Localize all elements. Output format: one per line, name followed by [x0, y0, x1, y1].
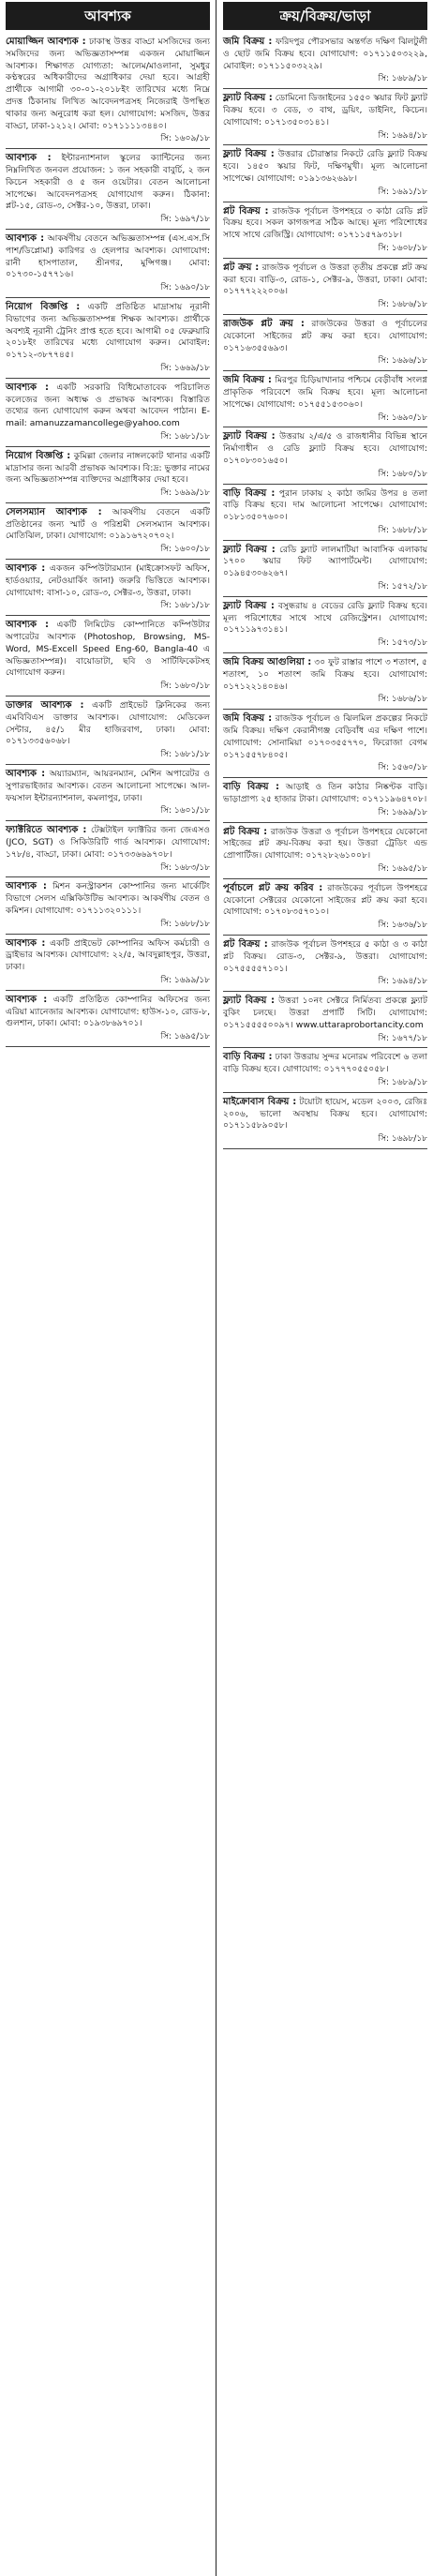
classified-ad	[2, 937, 214, 987]
classified-ad	[2, 699, 214, 761]
ad-separator	[6, 378, 210, 379]
ad-heading: নিয়োগ বিজ্ঞপ্তি :	[6, 450, 71, 461]
ad-body: কুমিল্লা জেলার নাঙ্গলকোট থানার একটি মাদ্রাসার জন্য আরবী প্রভাষক আবশ্যক। বি:দ্র: ভুক্তার নামের জন্য অভিজ্ঞতাসম্পন্ন ব্যক্তিদের অগ্রাধিকার দেয়া হবে।	[6, 450, 211, 486]
ad-body: একটি প্রাইভেট কোম্পানির অফিস কর্মচারী ও ড্রাইভার আবশ্যক। যোগাযোগ: ২২/৫, আবদুল্লাহপুর, উত্তরা, ঢাকা।	[6, 937, 210, 973]
ad-code: সি: ১৫৭৩/১৮	[378, 638, 427, 649]
ad-body: মিশন কনস্ট্রাকশন কোম্পানির জন্য মার্কেটিং বিভাগে সেলস এক্সিকিউটিভ আবশ্যক। আকর্ষণীয় বেতন ও কমিশন। যোগাযোগ: ০১৭১১৩২০১১১।	[6, 881, 211, 916]
ad-heading: আবশ্যক :	[6, 994, 48, 1005]
classified-ad	[2, 382, 214, 443]
ad-body: একটি প্রতিষ্ঠিত কোম্পানির অফিসের জন্য এরিয়া ম্যানেজার আবশ্যক। যোগাযোগ: হাউস-১০, রোড-৮, গুলশান, ঢাকা। মোবা: ০১৯৩৮৬৯৭০১।	[6, 994, 211, 1029]
classified-ad	[219, 36, 431, 85]
ad-separator	[6, 1046, 210, 1047]
ad-code: সি: ১৬৮৬/১৮	[378, 695, 427, 705]
ad-body: একটি সরকারি বিধিমোতাবেক পরিচালিত কলেজের জন্য অধ্যক্ষ ও প্রভাষক আবশ্যক। বিস্তারিত তথ্যের জন্য যোগাযোগ করুন অথবা আবেদন পাঠান। E-mail: amanuzzamancollege@yahoo.com	[6, 382, 211, 429]
ad-heading: ফ্যাক্টরিতে আবশ্যক :	[6, 825, 87, 836]
classified-ad	[2, 301, 214, 375]
ad-separator	[6, 990, 210, 991]
ad-body: উত্তরার চৌরাস্তার নিকটে রেডি ফ্ল্যাট বিক্রয় হবে। ১৪৫০ স্কয়ার ফিট, দক্ষিণমুখী। মূল্য আলোচনা সাপেক্ষে। যোগাযোগ: ০১৯১৩৬২৬৯৮।	[223, 149, 427, 184]
ad-heading: আবশ্যক :	[6, 769, 46, 780]
ad-separator	[223, 484, 427, 485]
ad-code: সি: ১৬৮১/১৮	[160, 601, 210, 611]
ad-heading: জমি বিক্রয় :	[223, 37, 273, 47]
ad-separator	[223, 596, 427, 597]
ad-body: রাজউক পূর্বাচল ও ঝিলমিল প্রকল্পের নিকটে জমি বিক্রয়। দক্ষিণ কেরানীগঞ্জ বেড়িবাঁধ এর দক্ষিণ পাশে। যোগাযোগ: সোনামিয়া ০১৭০৩৫৫৭৭০, ফিরোজা বেগম ০১৭১৫৫৭৮৪০৫।	[223, 713, 427, 760]
ad-body: রাজউকের উত্তরা ও পূর্বাচলের যেকোনো সাইজের প্লট ক্রয় করা হবে। যোগাযোগ: ০১৭১৬৩৫৫৬৯৩।	[223, 318, 427, 353]
ad-heading: বাড়ি বিক্রয় :	[223, 1052, 273, 1063]
ad-separator	[223, 1092, 427, 1093]
ad-body: রাজউক পূর্বাচল উপশহরে ৩ কাঠা রেডি প্লট বিক্রয় হবে। সকল কাগজপত্র সঠিক আছে। মূল্য পরিশোধের সাথে সাথে রেজিস্ট্রি। যোগাযোগ: ০১৭১১৫৭৯৩১৮।	[223, 205, 428, 241]
classified-ad	[219, 781, 431, 818]
ad-heading: ফ্ল্যাট বিক্রয় :	[223, 600, 275, 611]
ad-heading: ফ্ল্যাট বিক্রয় :	[223, 544, 276, 555]
ad-code: সি: ১৬৯৪/১৮	[378, 977, 427, 987]
ad-code: সি: ১৬৮৯/১৮	[378, 1077, 427, 1087]
ad-separator	[6, 615, 210, 616]
ad-code: সি: ১৬৯৬/১৮	[378, 356, 427, 367]
ad-separator	[223, 709, 427, 710]
ad-separator	[223, 144, 427, 145]
ad-body: একজন কম্পিউটারম্যান (মাইক্রোসফট অফিস, হার্ডওয়্যার, নেটওয়ার্কিং জানা) জরুরি ভিত্তিতে আবশ্যক। যোগাযোগ: বাসা-১০, রোড-৩, সেক্টর-৩, উত্তরা, ঢাকা।	[6, 563, 211, 598]
ad-heading: ফ্ল্যাট বিক্রয় :	[223, 996, 276, 1007]
ad-code: সি: ১৬৮১/১৮	[160, 431, 210, 442]
ad-code: সি: ১৬৮৯/১৮	[378, 74, 427, 84]
ad-body: আকর্ষণীয় বেতনে একটি প্রতিষ্ঠানের জন্য স্মার্ট ও পরিশ্রমী সেলসম্যান আবশ্যক। মোতিঝিল, ঢাকা। যোগাযোগ: ০১৯১৬৭২০৭০২।	[6, 506, 211, 542]
classified-ad	[219, 938, 431, 988]
ad-separator	[6, 876, 210, 877]
ad-heading: রাজউক প্লট ক্রয় :	[223, 318, 305, 329]
ad-code: সি: ১৬৮৮/১৮	[160, 919, 210, 929]
ad-separator	[6, 297, 210, 298]
ad-body: মিরপুর চিড়িয়াখানার পশ্চিমে বেড়ীবাঁধ সংলগ্ন প্রাকৃতিক পরিবেশে জমি বিক্রয় হবে। মূল্য আলোচনা সাপেক্ষে। যোগাযোগ: ০১৭৫৫১৫৩০৬০।	[223, 375, 427, 410]
ad-code: সি: ১৬৯৯/১৮	[160, 975, 210, 985]
classified-ad	[2, 994, 214, 1043]
ad-body: ডোমিনো ডিজাইনের ১৫৫০ স্কয়ার ফিট ফ্ল্যাট বিক্রয় হবে। ৩ বেড, ৩ বাথ, ড্রয়িং, ডাইনিং, কিচেন। যোগাযোগ: ০১৭১৩৫০৩১৪১।	[223, 93, 428, 127]
ad-separator	[223, 878, 427, 879]
ad-code: সি: ১৬৯৯/১৮	[378, 807, 427, 817]
ad-heading: আবশ্যক :	[6, 232, 45, 244]
ad-separator	[6, 502, 210, 503]
ad-body: উত্তরা ১০নং সেক্টরে নির্মিতব্য প্রকল্পে ফ্ল্যাট বুকিং চলছে। উত্তরা প্রপার্টি সিটি। যোগাযোগ: ০১৭১৫৫৫৫০০৯৭। www.uttaraprobortancity.com	[223, 996, 428, 1030]
classified-ad	[219, 826, 431, 876]
ad-separator	[223, 314, 427, 315]
ad-body: একটি লিমিটেড কোম্পানিতে কম্পিউটার অপারেটর আবশ্যক (Photoshop, Browsing, MS-Word, MS-Excell Speed Eng-60, Bangla-40 এ অভিজ্ঞতাসম্পন্ন)। বায়োডাটা, ছবি ও সার্টিফিকেটসহ যোগাযোগ করুন।	[6, 620, 210, 679]
ad-body: টেক্সটাইল ফ্যাক্টরির জন্য জেএসও (JCO, SGT) ও সিকিউরিটি গার্ড আবশ্যক। যোগাযোগ: ১৭৮/৪, বাড্ডা, ঢাকা। মোবা: ০১৭৩৩৬৬৯৭০৮।	[6, 825, 211, 860]
ad-body: রেডি ফ্ল্যাট লালমাটিয়া আবাসিক এলাকায় ১৭০০ স্কয়ার ফিট অ্যাপার্টমেন্ট। যোগাযোগ: ০১৯৪৫৩০৬২৬৭।	[223, 544, 428, 579]
classified-ad	[2, 232, 214, 294]
ad-code: সি: ১৬৯৪/১৮	[378, 130, 427, 141]
ad-separator	[6, 764, 210, 765]
ad-code: সি: ১৬০৯/১৮	[160, 134, 210, 144]
classified-ad	[219, 600, 431, 650]
ad-heading: প্লট ক্রয় :	[223, 262, 260, 273]
ad-code: সি: ১৬৯৭/১৮	[160, 215, 210, 225]
ad-separator	[223, 777, 427, 778]
ad-heading: জমি বিক্রয় :	[223, 375, 272, 386]
ad-body: ঢাকাস্থ উত্তর বাড্ডা মসজিদের জন্য সমজিদের জন্য অভিজ্ঞতাসম্পন্ন একজন মোয়াজ্জিন আবশ্যক। শিক্ষাগত যোগ্যতা: আলেম/মাওলানা, সুমধুর কণ্ঠস্বরের অধিকারীদের অগ্রাধিকার দেয়া হবে। আগ্রহী প্রার্থীকে আগামী ৩০-০১-২০১৮ইং তারিখের মধ্যে নিম্নে প্রদত্ত ঠিকানায় লিখিত আবেদনপত্রসহ নিজেরাই উপস্থিত থাকার জন্য অনুরোধ করা হল। যোগাযোগ: মসজিদ, উত্তর বাড্ডা, ঢাকা-১২১২। মোবা: ০১৭১১১১৩৪৪০।	[6, 37, 210, 131]
ad-body: অয়্যারম্যান, আয়রনম্যান, মেশিন অপারেটর ও সুপারভাইজার আবশ্যক। বেতন আলোচনা সাপেক্ষে। আল-ফয়সাল ইন্টারন্যাশনাল, কমলাপুর, ঢাকা।	[6, 769, 210, 803]
classified-ad	[219, 995, 431, 1044]
column-wanted	[2, 0, 214, 2576]
ad-heading: মাইক্রোবাস বিক্রয় :	[223, 1096, 297, 1107]
ad-body: পুরান ঢাকায় ২ কাঠা জমির উপর ৪ তলা বাড়ি বিক্রয় হবে। দাম আলোচনা সাপেক্ষে। যোগাযোগ: ০১৮১৩৫০৭৬০০।	[223, 487, 427, 523]
classified-ad	[219, 262, 431, 311]
ad-heading: প্লট বিক্রয় :	[223, 205, 269, 217]
ad-code: সি: ১৬৮৮/১৮	[378, 525, 427, 535]
ad-heading: পূর্বাচলে প্লট ক্রয় করিব :	[223, 882, 323, 893]
classified-ad	[219, 430, 431, 480]
ad-separator	[223, 991, 427, 992]
ad-separator	[223, 540, 427, 541]
ad-body: ইন্টারন্যাশনাল স্কুলের ক্যান্টিনের জন্য নিম্নলিখিত জনবল প্রয়োজন: ১ জন সহকারী বাবুর্চি, ২ জন কিচেন সহকারী ও ৫ জন ওয়েটার। বেতন আলোচনা সাপেক্ষে। আবেদনপত্রসহ যোগাযোগ করুন। ঠিকানা: প্লট-১৫, রোড-৩, সেক্টর-১০, উত্তরা, ঢাকা।	[6, 153, 210, 212]
ad-code: সি: ১৬৯৯/১৮	[160, 488, 210, 499]
ad-separator	[223, 1148, 427, 1149]
classified-ad	[2, 619, 214, 693]
ad-list-buy-sell-rent	[219, 36, 431, 1149]
ad-separator	[6, 934, 210, 935]
classified-ad	[2, 506, 214, 556]
ad-code: সি: ১৬৮৩/১৮	[160, 862, 210, 873]
column-header-wanted: আবশ্যক	[6, 2, 210, 30]
ad-heading: আবশ্যক :	[6, 620, 50, 631]
ad-separator	[6, 229, 210, 230]
ad-heading: আবশ্যক :	[6, 937, 46, 949]
ad-separator	[223, 88, 427, 89]
ad-code: সি: ১৬০৮/১৮	[378, 243, 427, 253]
classified-ad	[2, 152, 214, 226]
classified-ad	[2, 824, 214, 874]
ad-heading: ফ্ল্যাট বিক্রয় :	[223, 431, 276, 442]
ad-code: সি: ১৬৮০/১৮	[160, 681, 210, 692]
ad-separator	[6, 820, 210, 821]
ad-heading: প্লট বিক্রয় :	[223, 826, 268, 837]
ad-code: সি: ১৬৯৫/১৮	[160, 1032, 210, 1042]
ad-body: আকর্ষণীয় বেতনে অভিজ্ঞতাসম্পন্ন (এস.এস.সি পাশ/ডিপ্লোমা) কারিগর ও হেলপার আবশ্যক। যোগাযোগ: রানী হাসপাতাল, শ্রীনগর, মুন্সিগঞ্জ। মোবা: ০১৭৩০-১৫৭৭১৬।	[6, 232, 210, 280]
ad-code: সি: ১৬৯১/১৮	[378, 187, 427, 197]
ad-body: রাজউকের পূর্বাচল উপশহরে যেকোনো সেক্টরের যেকোনো সাইজের প্লট ক্রয় করা হবে। যোগাযোগ: ০১৭০৮৩৫৭০১০।	[223, 882, 428, 918]
classified-ad	[2, 880, 214, 930]
ad-code: সি: ১৬৯৮/১৮	[378, 1134, 427, 1145]
classified-ad	[219, 656, 431, 706]
classified-ad	[219, 318, 431, 367]
ad-separator	[6, 148, 210, 149]
classified-ad	[219, 1051, 431, 1088]
ad-body: রাজউক পূর্বাচল ও উত্তরা তৃতীয় প্রকল্পে প্লট ক্রয় করা হবে। বাড়ি-৩, রোড-১, সেক্টর-৯, উত্তরা, ঢাকা। মোবা: ০১৭৭৭২২২০০৬।	[223, 262, 427, 297]
ad-body: উত্তরায় ২/এ/৫ ও রাজধানীর বিভিন্ন স্থানে নির্মাণাধীন ও রেডি ফ্ল্যাট বিক্রয় হবে। যোগাযোগ: ০১৭০৮৩০১৬৫০।	[223, 431, 428, 466]
ad-body: রাজউক উত্তরা ও পূর্বাচল উপশহরে যেকোনো সাইজের প্লট ক্রয়-বিক্রয় করা হয়। উত্তরা ট্রেডিং এন্ড প্রোপার্টিজ। যোগাযোগ: ০১৭২৮২৬১০০৮।	[223, 826, 427, 861]
ad-body: একটি প্রাইভেট ক্লিনিকের জন্য এমবিবিএস ডাক্তার আবশ্যক। যোগাযোগ: মেডিকেল সেন্টার, ৪৫/১ মীর হাজিরবাগ, ঢাকা। মোবা: ০১৭১৩৩৫৬০৬৮।	[6, 700, 210, 747]
ad-code: সি: ১৬৯০/১৮	[378, 412, 427, 423]
ad-separator	[6, 559, 210, 560]
ad-heading: আবশ্যক :	[6, 881, 47, 892]
classified-ad	[2, 450, 214, 500]
ad-body: ঢাকা উত্তরায় সুন্দর মনোরম পরিবেশে ৬ তলা বাড়ি বিক্রয় হবে। যোগাযোগ: ০১৭৭৭০৫৫০৫৮।	[223, 1052, 428, 1075]
ad-separator	[6, 446, 210, 447]
ad-heading: জমি বিক্রয় :	[223, 713, 273, 725]
column-header-buy-sell-rent: ক্রয়/বিক্রয়/ভাড়া	[223, 2, 427, 30]
ad-code: সি: ১৫৭২/১৮	[378, 582, 427, 592]
ad-heading: মোয়াজ্জিন আবশ্যক :	[6, 37, 86, 47]
ad-code: সি: ১৫৬০/১৮	[378, 763, 427, 773]
classified-ad	[2, 562, 214, 612]
ad-separator	[223, 1047, 427, 1048]
classified-ad	[2, 768, 214, 817]
ad-body: টয়োটা হায়েস, মডেল ২০০৩, রেজিঃ ২০০৬, ভালো অবস্থায় বিক্রয় হবে। যোগাযোগ: ০১৭১১৫৮৯০৫৮।	[223, 1096, 427, 1131]
column-buy-sell-rent	[219, 0, 431, 2576]
classified-ad	[219, 1096, 431, 1146]
ad-body: আড়াই ও তিন কাঠার নিষ্কণ্টক বাড়ি। ভাড়াপ্রাপ্য ২৫ হাজার টাকা। যোগাযোগ: ০১৭১১৯৬৪৭০৮।	[223, 782, 428, 805]
ad-code: সি: ১৬৮০/১৮	[378, 469, 427, 479]
ad-heading: আবশ্যক :	[6, 153, 52, 164]
ad-code: সি: ১৬৬৯/১৮	[160, 363, 210, 373]
ad-heading: ফ্ল্যাট বিক্রয় :	[223, 149, 275, 160]
ad-heading: প্লট বিক্রয় :	[223, 939, 268, 950]
ad-heading: বাড়ি বিক্রয় :	[223, 782, 280, 793]
ad-code: সি: ১৬৯৫/১৮	[378, 864, 427, 875]
classified-ad	[219, 374, 431, 424]
ad-heading: ফ্ল্যাট বিক্রয় :	[223, 93, 273, 104]
ad-code: সি: ১৬৮৬/১৮	[378, 300, 427, 310]
ad-heading: আবশ্যক :	[6, 563, 46, 575]
ad-body: বসুন্ধরায় ৪ বেডের রেডি ফ্ল্যাট বিক্রয় হবে। মূল্য পরিশোধের সাথে সাথে রেজিস্ট্রেশন। যোগাযোগ: ০১৭১১৯৭৩১৪১।	[223, 600, 427, 636]
classified-ad	[219, 92, 431, 142]
ad-body: রাজউক পূর্বাচল উপশহরে ৫ কাঠা ও ৩ কাঠা প্লট বিক্রয়। রোড-৩, সেক্টর-৯, উত্তরা। যোগাযোগ: ০১৭৫৫৫৫৭১০১।	[223, 939, 428, 974]
classified-ad	[219, 882, 431, 932]
ad-body: একটি প্রতিষ্ঠিত মাদ্রাসায় নূরানী বিভাগের জন্য অভিজ্ঞতাসম্পন্ন শিক্ষক আবশ্যক। প্রার্থীকে অবশ্যই নূরানী ট্রেনিং প্রাপ্ত হতে হবে। আগামী ০৫ ফেব্রুয়ারি ২০১৮ইং তারিখের মধ্যে যোগাযোগ করুন। মোবাইল: ০১৭১২-৩৮৭৭৪৫।	[6, 301, 211, 361]
ad-body: ৩০ ফুট রাস্তার পাশে ৩ শতাংশ, ৫ শতাংশ, ১০ শতাংশ জমি বিক্রয় হবে। যোগাযোগ: ০১৭১২২১৪০৪৬।	[223, 657, 427, 692]
ad-code: সি: ১৬৩৬/১৮	[378, 921, 427, 931]
classified-ad	[219, 544, 431, 593]
ad-heading: জমি বিক্রয় আগুলিয়া :	[223, 657, 312, 668]
ad-code: সি: ১৬৮১/১৮	[160, 750, 210, 760]
ad-code: সি: ১৬৯০/১৮	[160, 283, 210, 293]
ad-heading: নিয়োগ বিজ্ঞপ্তি :	[6, 301, 81, 312]
ad-separator	[223, 822, 427, 823]
ad-heading: বাড়ি বিক্রয় :	[223, 487, 276, 499]
ad-separator	[223, 258, 427, 259]
ad-code: সি: ১৬০০/১৮	[160, 545, 210, 555]
ad-separator	[223, 370, 427, 371]
classified-ad	[219, 712, 431, 774]
classified-ad	[2, 36, 214, 145]
ad-list-wanted	[2, 36, 214, 1047]
ad-separator	[223, 935, 427, 936]
classified-ad	[219, 148, 431, 198]
classified-ad	[219, 205, 431, 255]
classified-ad	[219, 487, 431, 537]
ad-heading: সেলসম্যান আবশ্যক :	[6, 506, 102, 517]
ad-heading: আবশ্যক :	[6, 382, 49, 393]
ad-code: সি: ১৬০১/১৮	[160, 806, 210, 816]
ad-heading: ডাক্তার আবশ্যক :	[6, 700, 84, 711]
ad-body: ফরিদপুর পৌরসভার অন্তর্গত দক্ষিণ ঝিলটুলী ও ছোট জমি বিক্রয় হবে। যোগাযোগ: ০১৭১১৫০৩২২৯, মোবাইল: ০১৭১১৫০৩২২৯।	[223, 37, 427, 71]
ad-code: সি: ১৬৭৭/১৮	[378, 1033, 427, 1043]
ad-separator	[223, 652, 427, 653]
